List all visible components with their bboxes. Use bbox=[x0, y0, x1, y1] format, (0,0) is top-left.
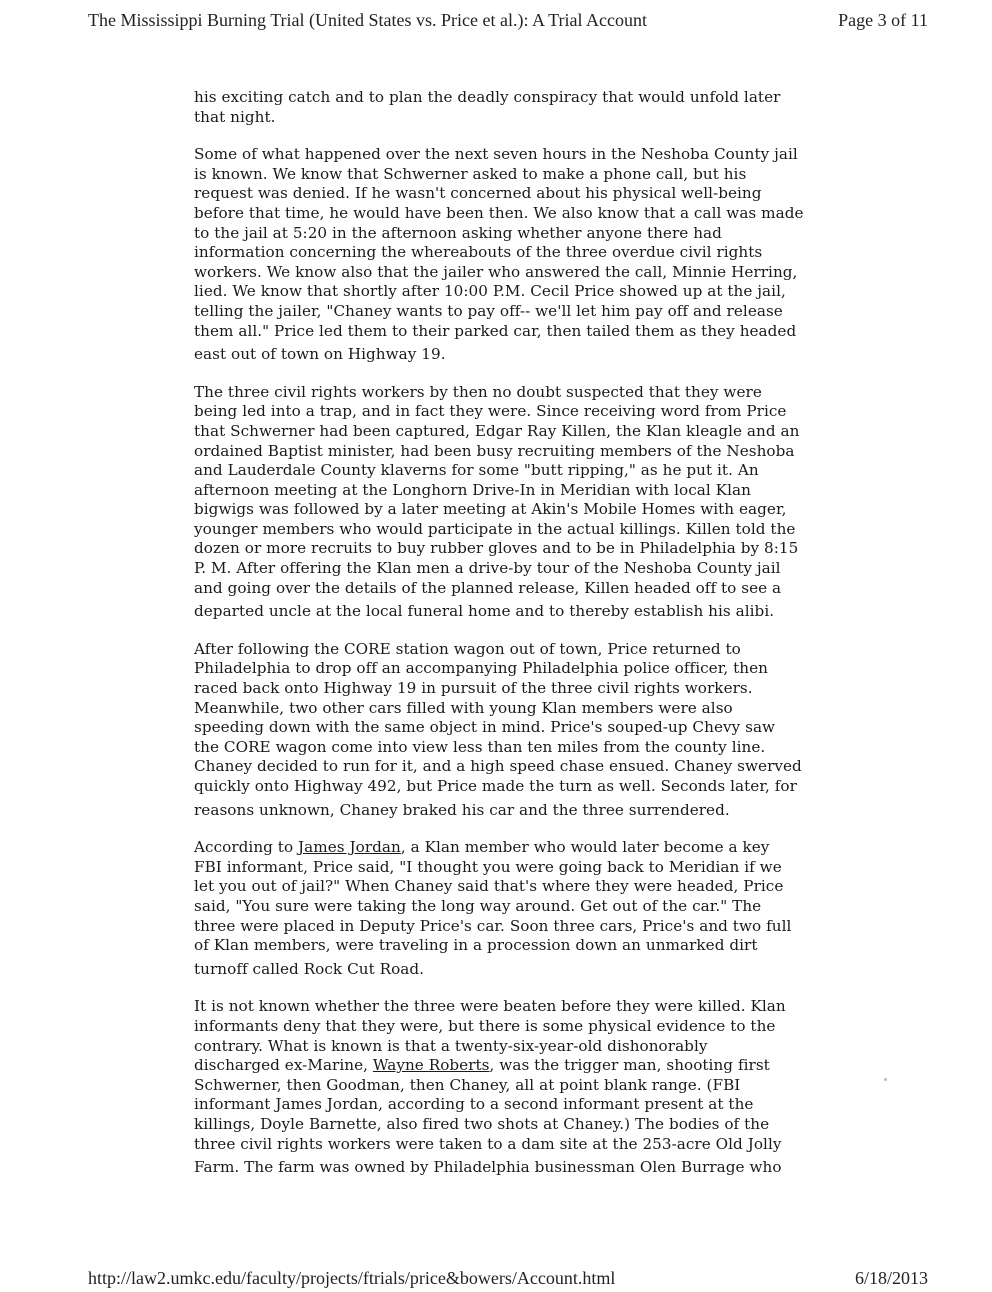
text-line: bigwigs was followed by a later meeting at Akin's Mobile Homes with eager, bbox=[194, 500, 787, 519]
text-line: P. M. After offering the Klan men a drive-by tour of the Neshoba County jail bbox=[194, 559, 781, 578]
text-line: and going over the details of the planned release, Killen headed off to see a bbox=[194, 578, 782, 597]
text-line: informant James Jordan, according to a second informant present at the bbox=[194, 1095, 754, 1114]
text-line: The three civil rights workers by then no doubt suspected that they were bbox=[194, 382, 762, 401]
source-url: http://law2.umkc.edu/faculty/projects/ftrials/price&bowers/Account.html bbox=[88, 1268, 616, 1288]
print-date: 6/18/2013 bbox=[854, 1268, 928, 1288]
text-line: before that time, he would have been then. We also know that a call was made bbox=[194, 203, 804, 222]
text-line: ordained Baptist minister, had been busy recruiting members of the Neshoba bbox=[194, 441, 795, 460]
paragraph bbox=[194, 838, 884, 979]
paragraph bbox=[194, 997, 884, 1177]
text-line: contrary. What is known is that a twenty-six-year-old dishonorably bbox=[194, 1036, 708, 1055]
document-title: The Mississippi Burning Trial (United States vs. Price et al.): A Trial Account bbox=[88, 10, 648, 30]
text-line: After following the CORE station wagon out of town, Price returned to bbox=[194, 639, 741, 658]
text-line: information concerning the whereabouts of the three overdue civil rights bbox=[194, 243, 763, 262]
text-line: workers. We know also that the jailer who answered the call, Minnie Herring, bbox=[194, 262, 798, 281]
person-link[interactable]: James Jordan bbox=[298, 838, 401, 857]
text-line: Farm. The farm was owned by Philadelphia businessman Olen Burrage who bbox=[194, 1158, 782, 1177]
text-line: let you out of jail?" When Chaney said that's where they were headed, Price bbox=[194, 877, 784, 896]
text-line: It is not known whether the three were beaten before they were killed. Klan bbox=[194, 997, 786, 1016]
text-line: them all." Price led them to their parked car, then tailed them as they headed bbox=[194, 321, 797, 340]
paragraph bbox=[194, 88, 884, 127]
paragraph bbox=[194, 383, 884, 622]
text-line: east out of town on Highway 19. bbox=[194, 345, 446, 364]
text-line: being led into a trap, and in fact they were. Since receiving word from Price bbox=[194, 402, 787, 421]
person-link[interactable]: Wayne Roberts bbox=[372, 1056, 490, 1075]
text-line: FBI informant, Price said, "I thought you were going back to Meridian if we bbox=[194, 857, 782, 876]
text-line: younger members who would participate in the actual killings. Killen told the bbox=[194, 519, 796, 538]
text-line: of Klan members, were traveling in a procession down an unmarked dirt bbox=[194, 936, 758, 955]
text-line: telling the jailer, "Chaney wants to pay off-- we'll let him pay off and release bbox=[194, 301, 783, 320]
text-line: Meanwhile, two other cars filled with young Klan members were also bbox=[194, 698, 733, 717]
article-body bbox=[194, 88, 884, 1196]
text-line: Philadelphia to drop off an accompanying Philadelphia police officer, then bbox=[194, 659, 768, 678]
text-line: that night. bbox=[194, 107, 276, 126]
text-line: raced back onto Highway 19 in pursuit of the three civil rights workers. bbox=[194, 679, 753, 698]
text-line: three were placed in Deputy Price's car. Soon three cars, Price's and two full bbox=[194, 916, 792, 935]
text-line: is known. We know that Schwerner asked to make a phone call, but his bbox=[194, 164, 747, 183]
text-line: dozen or more recruits to buy rubber gloves and to be in Philadelphia by 8:15 bbox=[194, 539, 799, 558]
text-line: Schwerner, then Goodman, then Chaney, all at point blank range. (FBI bbox=[194, 1075, 741, 1094]
text-line: three civil rights workers were taken to a dam site at the 253-acre Old Jolly bbox=[194, 1134, 782, 1153]
paragraph bbox=[194, 640, 884, 820]
paragraph bbox=[194, 145, 884, 365]
text-line: Some of what happened over the next seven hours in the Neshoba County jail bbox=[194, 145, 798, 164]
text-line: request was denied. If he wasn't concerned about his physical well-being bbox=[194, 184, 762, 203]
text-line: turnoff called Rock Cut Road. bbox=[194, 959, 425, 978]
text-line: afternoon meeting at the Longhorn Drive-In in Meridian with local Klan bbox=[194, 480, 751, 499]
text-line: killings, Doyle Barnette, also fired two shots at Chaney.) The bodies of the bbox=[194, 1114, 770, 1133]
text-line: reasons unknown, Chaney braked his car and the three surrendered. bbox=[194, 800, 730, 819]
text-line: speeding down with the same object in mind. Price's souped-up Chevy saw bbox=[194, 718, 776, 737]
text-line: departed uncle at the local funeral home and to thereby establish his alibi. bbox=[194, 602, 775, 621]
text-line: to the jail at 5:20 in the afternoon asking whether anyone there had bbox=[194, 223, 722, 242]
text-line: informants deny that they were, but there is some physical evidence to the bbox=[194, 1016, 776, 1035]
text-line: lied. We know that shortly after 10:00 P.M. Cecil Price showed up at the jail, bbox=[194, 282, 786, 301]
text-line: and Lauderdale County klaverns for some "butt ripping," as he put it. An bbox=[194, 461, 759, 480]
text-line: According to James Jordan, a Klan member who would later become a key bbox=[194, 838, 770, 857]
text-line: Chaney decided to run for it, and a high speed chase ensued. Chaney swerved bbox=[194, 757, 802, 776]
text-line: the CORE wagon come into view less than ten miles from the county line. bbox=[194, 737, 766, 756]
text-line: his exciting catch and to plan the deadly conspiracy that would unfold later bbox=[194, 88, 781, 106]
text-line: said, "You sure were taking the long way around. Get out of the car." The bbox=[194, 896, 762, 915]
text-line: quickly onto Highway 492, but Price made the turn as well. Seconds later, for bbox=[194, 777, 797, 795]
text-line: that Schwerner had been captured, Edgar Ray Killen, the Klan kleagle and an bbox=[194, 421, 800, 440]
scan-speck bbox=[884, 1078, 887, 1081]
text-line: discharged ex-Marine, Wayne Roberts, was the trigger man, shooting first bbox=[194, 1056, 770, 1075]
page-number: Page 3 of 11 bbox=[838, 10, 928, 30]
